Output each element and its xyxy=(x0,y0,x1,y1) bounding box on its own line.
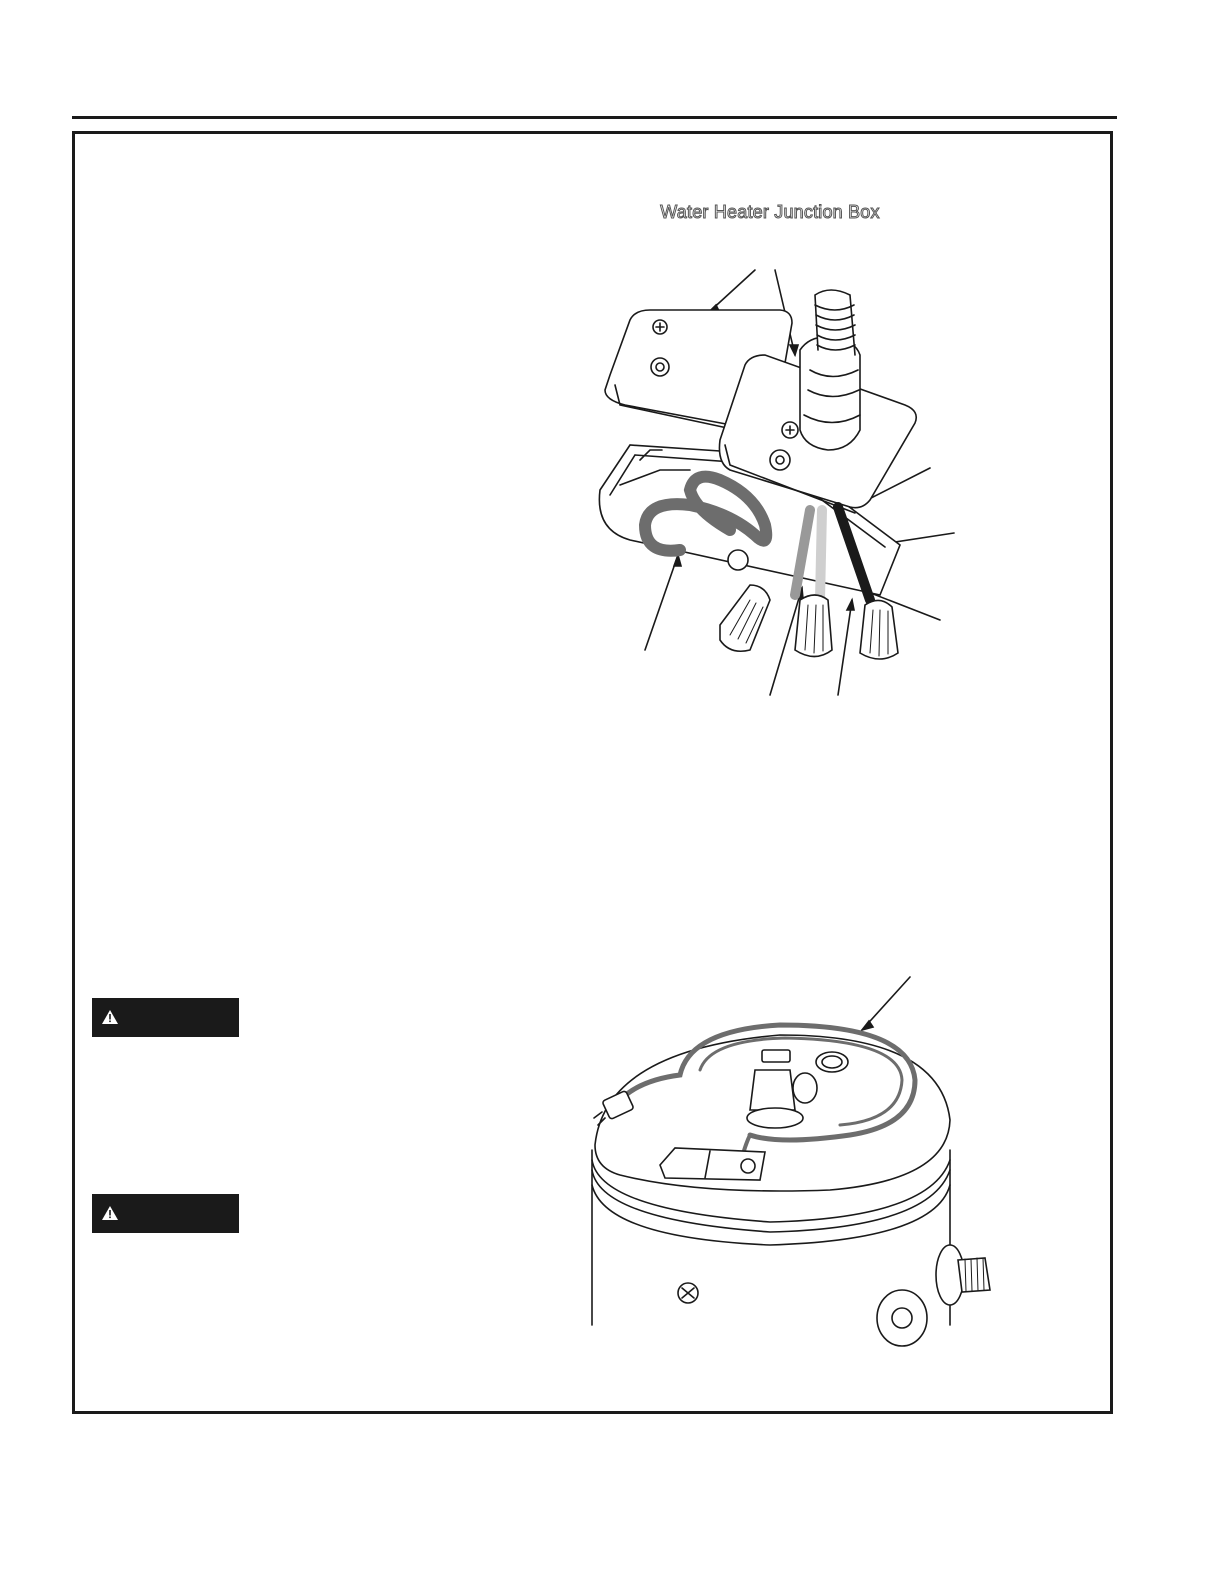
warning-triangle-icon xyxy=(102,1206,118,1220)
warning-label xyxy=(92,998,239,1037)
warning-label xyxy=(92,1194,239,1233)
junction-box-illustration xyxy=(570,255,970,710)
figure-title: Water Heater Junction Box xyxy=(660,202,880,222)
top-rule xyxy=(72,116,1117,119)
water-heater-top-illustration xyxy=(580,970,1020,1360)
warning-triangle-icon xyxy=(102,1010,118,1024)
